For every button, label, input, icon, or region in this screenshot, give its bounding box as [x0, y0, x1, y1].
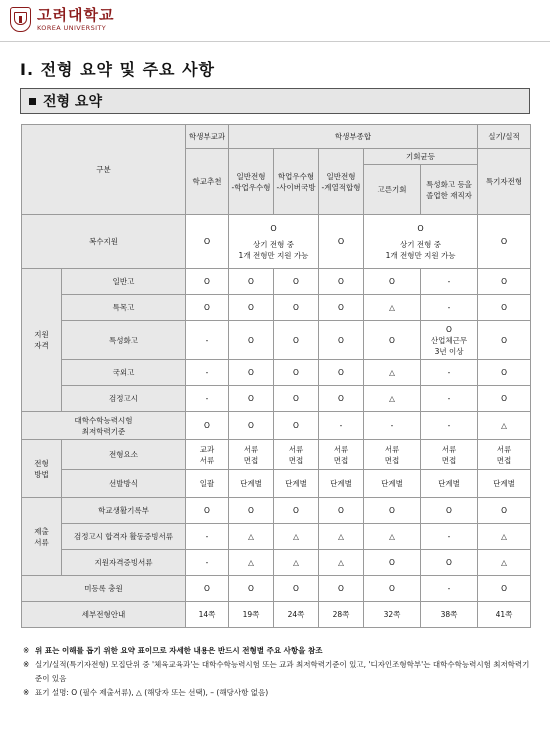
- row-label: 지원자격증빙서류: [62, 550, 186, 576]
- table-cell: 단계별: [274, 470, 319, 498]
- table-cell: -: [421, 360, 478, 386]
- table-cell: O: [274, 412, 319, 440]
- table-cell: O: [186, 576, 229, 602]
- table-cell: O: [319, 360, 364, 386]
- table-cell: 24쪽: [274, 602, 319, 628]
- table-cell: O: [478, 295, 531, 321]
- row-label-multiple-apply: 복수지원: [22, 215, 186, 269]
- row-label: 선발방식: [62, 470, 186, 498]
- col-header-academic-excellence: 일반전형 -학업우수형: [229, 149, 274, 215]
- table-cell: -: [186, 321, 229, 360]
- table-cell: O: [364, 550, 421, 576]
- col-header-employed-graduates: 특성화고 등을 졸업한 재직자: [421, 165, 478, 215]
- table-cell: O: [274, 386, 319, 412]
- table-cell: O: [364, 321, 421, 360]
- col-header-fair-opportunity: 고른기회: [364, 165, 421, 215]
- col-header-field-fit: 일반전형 -계열적합형: [319, 149, 364, 215]
- subgroup-header-equal-opportunity: 기회균등: [364, 149, 478, 165]
- table-cell: -: [421, 524, 478, 550]
- table-cell: 서류 면접: [478, 440, 531, 470]
- table-cell: 32쪽: [364, 602, 421, 628]
- admission-summary-table: [21, 124, 531, 628]
- table-cell: -: [421, 386, 478, 412]
- table-cell: O: [319, 215, 364, 269]
- table-cell: △: [274, 550, 319, 576]
- table-cell: O: [274, 360, 319, 386]
- table-cell: △: [364, 360, 421, 386]
- table-cell: O: [478, 360, 531, 386]
- row-group-label-documents: 제출 서류: [22, 498, 62, 576]
- table-cell: 단계별: [364, 470, 421, 498]
- col-header-cyber-defense: 학업우수형 -사이버국방: [274, 149, 319, 215]
- table-cell: 단계별: [229, 470, 274, 498]
- table-cell: O: [229, 360, 274, 386]
- table-cell: -: [364, 412, 421, 440]
- table-cell: -: [421, 412, 478, 440]
- university-seal-icon: [10, 7, 31, 32]
- table-cell: O: [229, 386, 274, 412]
- row-label: 특성화고: [62, 321, 186, 360]
- table-cell: -: [421, 295, 478, 321]
- table-cell: 서류 면접: [421, 440, 478, 470]
- table-cell: 교과 서류: [186, 440, 229, 470]
- table-cell: O: [274, 576, 319, 602]
- section-header: [20, 88, 530, 114]
- row-group-label-qualification: 지원 자격: [22, 269, 62, 412]
- note-mark: ※: [23, 646, 30, 655]
- table-cell: O: [186, 269, 229, 295]
- table-cell: O: [319, 269, 364, 295]
- cell-symbol: O: [417, 223, 424, 233]
- cell-note: 상기 전형 중 1개 전형만 지원 가능: [238, 239, 309, 260]
- table-cell: O: [229, 295, 274, 321]
- table-cell: 서류 면접: [364, 440, 421, 470]
- table-cell: O: [319, 386, 364, 412]
- row-label: 검정고시: [62, 386, 186, 412]
- row-label: 일반고: [62, 269, 186, 295]
- table-cell: O: [478, 576, 531, 602]
- table-cell: △: [229, 550, 274, 576]
- cell-symbol: O: [270, 223, 277, 233]
- table-cell: [364, 215, 478, 269]
- note-mark: ※: [23, 660, 30, 669]
- row-label-csat-minimum: 대학수학능력시험 최저학력기준: [22, 412, 186, 440]
- col-header-special-talent: 특기자전형: [478, 149, 531, 215]
- table-cell: O: [229, 412, 274, 440]
- university-logo: [10, 7, 114, 32]
- note-text: 실기/실적(특기자전형) 모집단위 중 '체육교육과'는 대학수학능력시험 또는 교과 최저학력기준이 있고, '디자인조형학부'는 대학수학능력시험 최저학력기준이 있음: [35, 660, 530, 683]
- table-cell: △: [364, 524, 421, 550]
- table-cell: 단계별: [319, 470, 364, 498]
- table-cell: O: [186, 295, 229, 321]
- table-cell: O: [319, 576, 364, 602]
- note-text: 표기 설명: O (필수 제출서류), △ (해당자 또는 선택), – (해당사항 없음): [35, 688, 269, 697]
- table-cell: O: [229, 576, 274, 602]
- table-cell: 41쪽: [478, 602, 531, 628]
- bullet-square-icon: [29, 98, 36, 105]
- group-header-practical: 실기/실적: [478, 125, 531, 149]
- table-cell: △: [478, 550, 531, 576]
- table-cell: △: [229, 524, 274, 550]
- row-label: 학교생활기록부: [62, 498, 186, 524]
- table-cell: O: [319, 498, 364, 524]
- table-cell: -: [186, 386, 229, 412]
- table-cell: 단계별: [421, 470, 478, 498]
- table-cell: -: [421, 576, 478, 602]
- table-cell: O: [186, 215, 229, 269]
- row-label: 검정고시 합격자 활동증빙서류: [62, 524, 186, 550]
- table-cell: 28쪽: [319, 602, 364, 628]
- row-group-label-method: 전형 방법: [22, 440, 62, 498]
- row-label: 특목고: [62, 295, 186, 321]
- footnotes: [23, 644, 533, 700]
- note-mark: ※: [23, 688, 30, 697]
- table-cell: O: [319, 321, 364, 360]
- row-label: 전형요소: [62, 440, 186, 470]
- footnote: [23, 644, 533, 658]
- header-divider: [0, 41, 550, 42]
- table-cell: 19쪽: [229, 602, 274, 628]
- table-cell: 38쪽: [421, 602, 478, 628]
- table-cell: O: [319, 295, 364, 321]
- table-cell: △: [319, 524, 364, 550]
- table-cell: 서류 면접: [319, 440, 364, 470]
- group-header-subject: 학생부교과: [186, 125, 229, 149]
- cell-note: 상기 전형 중 1개 전형만 지원 가능: [385, 239, 456, 260]
- table-cell: O: [186, 498, 229, 524]
- table-cell: O: [421, 498, 478, 524]
- table-cell: △: [319, 550, 364, 576]
- table-cell: O: [478, 386, 531, 412]
- table-cell: O: [478, 498, 531, 524]
- table-cell: O: [229, 321, 274, 360]
- table-cell: O: [274, 295, 319, 321]
- table-cell: △: [364, 386, 421, 412]
- table-cell: △: [274, 524, 319, 550]
- table-cell: 서류 면접: [229, 440, 274, 470]
- table-cell: 단계별: [478, 470, 531, 498]
- table-cell: △: [478, 524, 531, 550]
- table-cell: O: [274, 321, 319, 360]
- table-cell: O: [364, 498, 421, 524]
- table-cell: O: [186, 412, 229, 440]
- table-cell: O: [364, 576, 421, 602]
- table-cell: O: [229, 269, 274, 295]
- table-cell: -: [186, 550, 229, 576]
- table-cell: △: [478, 412, 531, 440]
- table-cell: O: [478, 321, 531, 360]
- table-cell: [229, 215, 319, 269]
- table-cell: O: [421, 550, 478, 576]
- table-cell: 서류 면접: [274, 440, 319, 470]
- table-cell: O: [274, 498, 319, 524]
- group-header-comprehensive: 학생부종합: [229, 125, 478, 149]
- table-cell: 일괄: [186, 470, 229, 498]
- col-header-school-recommend: 학교추천: [186, 149, 229, 215]
- table-cell: O: [229, 498, 274, 524]
- table-cell: 14쪽: [186, 602, 229, 628]
- table-cell: O: [274, 269, 319, 295]
- table-cell: O: [364, 269, 421, 295]
- table-cell: -: [421, 269, 478, 295]
- table-cell: O: [478, 269, 531, 295]
- section-title: 전형 요약: [43, 94, 102, 110]
- table-cell: -: [319, 412, 364, 440]
- row-label: 국외고: [62, 360, 186, 386]
- row-label-detail-guide: 세부전형안내: [22, 602, 186, 628]
- table-cell: O: [478, 215, 531, 269]
- table-cell: -: [186, 524, 229, 550]
- row-label-waitlist: 미등록 충원: [22, 576, 186, 602]
- logo-english-name: KOREA UNIVERSITY: [37, 24, 107, 32]
- footnote: [23, 686, 533, 700]
- footnote: [23, 658, 533, 686]
- table-cell: -: [186, 360, 229, 386]
- table-cell: O 산업체근무 3년 이상: [421, 321, 478, 360]
- logo-korean-name: 고려대학교: [37, 6, 115, 24]
- page-title: I. 전형 요약 및 주요 사항: [20, 60, 215, 79]
- table-corner-header: 구분: [22, 125, 186, 215]
- note-text: 위 표는 이해를 돕기 위한 요약 표이므로 자세한 내용은 반드시 전형별 주요 사항을 참조: [35, 646, 323, 655]
- table-cell: △: [364, 295, 421, 321]
